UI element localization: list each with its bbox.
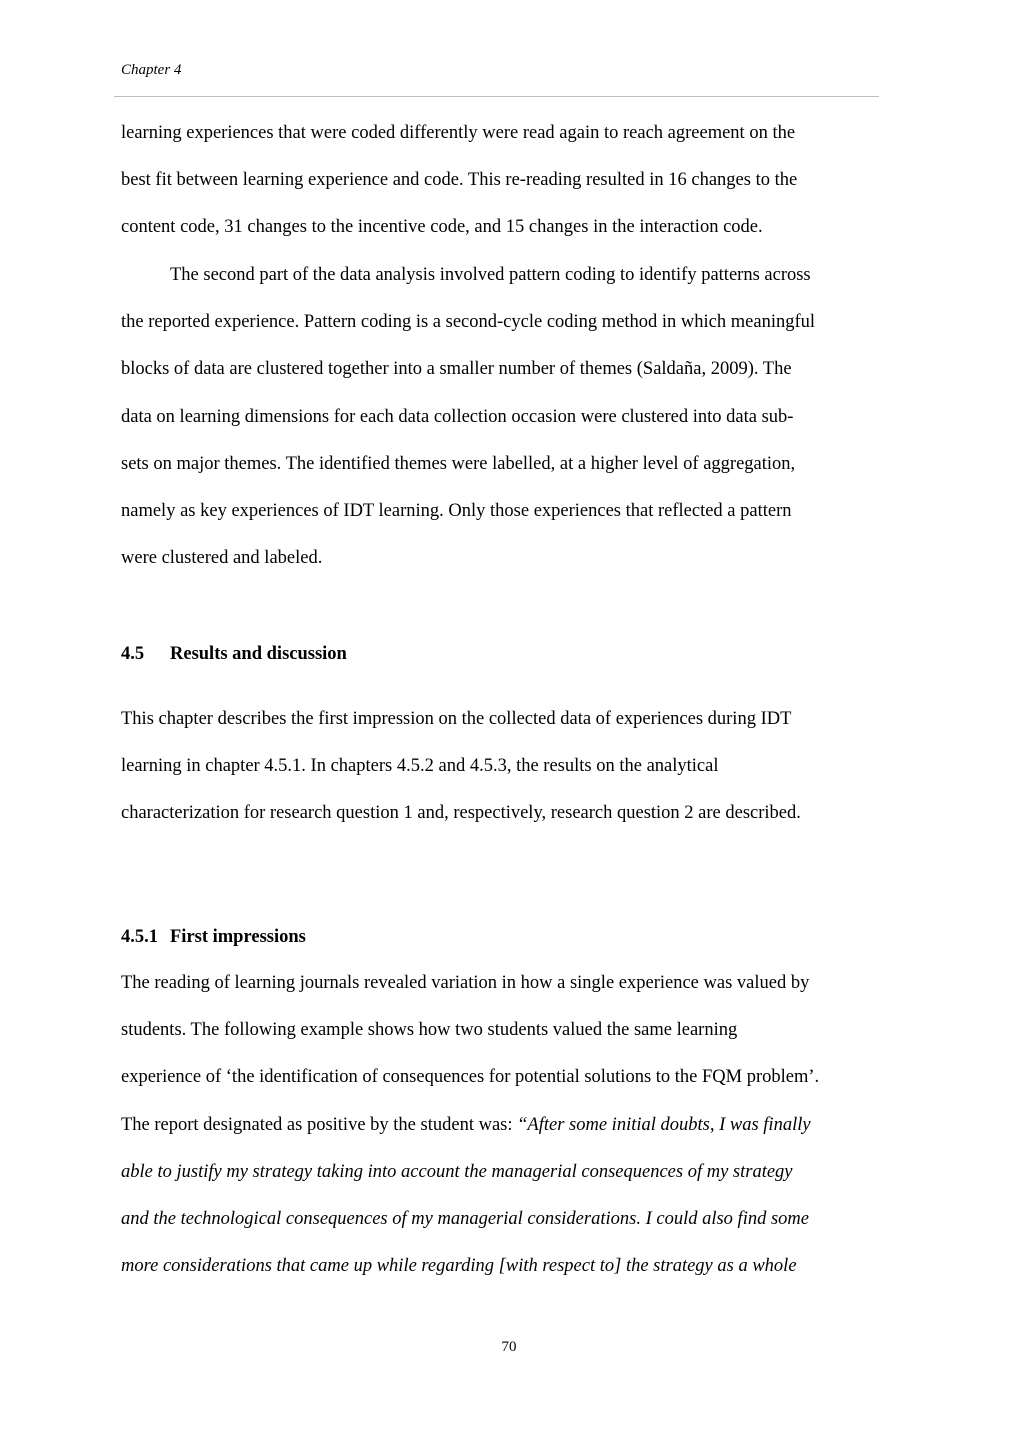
section-heading-4-5 (121, 642, 347, 666)
page-number: 70 (501, 1339, 517, 1355)
section-heading-4-5-1 (121, 925, 306, 949)
text-line: learning experiences that were coded differently were read again to reach agreement on the (121, 123, 796, 143)
text-line: This chapter describes the first impression on the collected data of experiences during IDT (121, 709, 792, 729)
text-line: learning in chapter 4.5.1. In chapters 4.5.2 and 4.5.3, the results on the analytical (121, 756, 719, 777)
paragraph-coding-agreement (121, 110, 911, 252)
section-number: 4.5 (121, 644, 145, 664)
section-number: 4.5.1 (121, 927, 158, 947)
text-line: experience of ‘the identification of consequences for potential solutions to the FQM problem’. (121, 1067, 820, 1088)
text-line: blocks of data are clustered together into a smaller number of themes (Saldaña, 2009). The (121, 359, 792, 380)
student-quote-line: able to justify my strategy taking into account the managerial consequences of my strategy (121, 1161, 793, 1182)
student-quote-line: and the technological consequences of my managerial considerations. I could also find some (121, 1209, 809, 1230)
text-line: sets on major themes. The identified themes were labelled, at a higher level of aggregation, (121, 453, 796, 474)
text-line: the reported experience. Pattern coding is a second-cycle coding method in which meaningful (121, 312, 816, 333)
running-header: Chapter 4 (121, 62, 182, 78)
text-line (121, 1102, 911, 1149)
section-title: First impressions (170, 927, 306, 947)
text-line: were clustered and labeled. (121, 548, 323, 569)
paragraph-first-impressions (121, 960, 911, 1290)
header-divider (114, 96, 879, 97)
student-quote: “After some initial doubts, I was finally (517, 1114, 811, 1135)
text-line: characterization for research question 1 and, respectively, research question 2 are described. (121, 803, 801, 824)
student-quote-line: more considerations that came up while regarding [with respect to] the strategy as a whole (121, 1256, 797, 1277)
section-title: Results and discussion (170, 644, 347, 664)
text-line: students. The following example shows how two students valued the same learning (121, 1020, 738, 1041)
paragraph-pattern-coding (121, 252, 911, 582)
text-line: The second part of the data analysis involved pattern coding to identify patterns across (170, 265, 811, 285)
text-line: namely as key experiences of IDT learning. Only those experiences that reflected a pattern (121, 501, 792, 522)
paragraph-chapter-overview (121, 696, 911, 838)
text-line: data on learning dimensions for each data collection occasion were clustered into data sub- (121, 406, 794, 427)
text-line: best fit between learning experience and code. This re-reading resulted in 16 changes to the (121, 170, 798, 191)
text-line: The reading of learning journals revealed variation in how a single experience was valued by (121, 973, 810, 993)
text-line: content code, 31 changes to the incentive code, and 15 changes in the interaction code. (121, 217, 763, 238)
text-plain: The report designated as positive by the student was: (121, 1114, 518, 1135)
